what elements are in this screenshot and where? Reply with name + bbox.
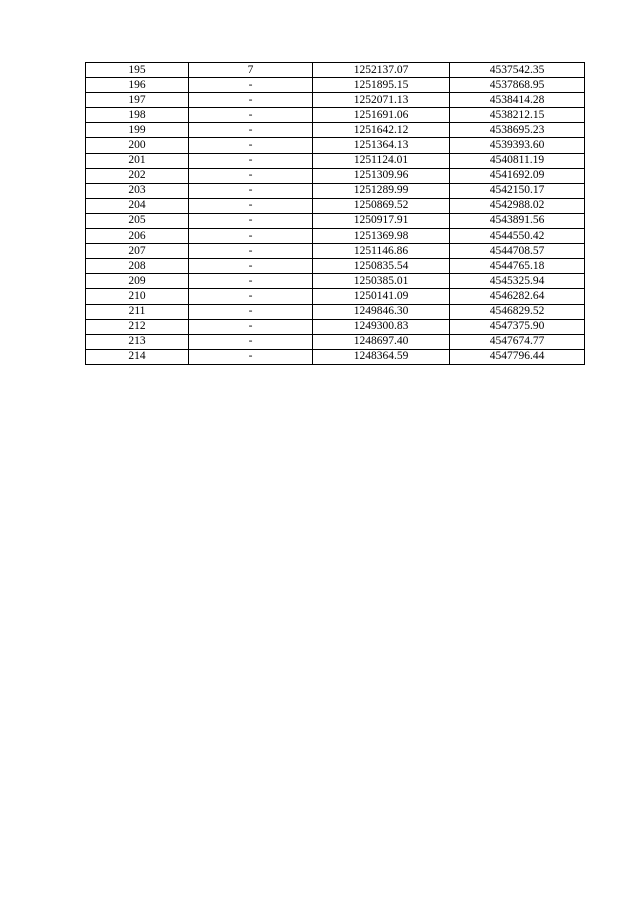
point-number-cell: 209: [86, 274, 189, 289]
table-row: [86, 108, 585, 123]
table-row: [86, 138, 585, 153]
table-row: [86, 93, 585, 108]
table-row: [86, 349, 585, 364]
table-row: [86, 123, 585, 138]
segment-cell: -: [189, 244, 313, 259]
point-number-cell: 206: [86, 229, 189, 244]
x-coordinate-cell: 1251642.12: [313, 123, 450, 138]
point-number-cell: 213: [86, 334, 189, 349]
y-coordinate-cell: 4537868.95: [450, 78, 585, 93]
x-coordinate-cell: 1251691.06: [313, 108, 450, 123]
segment-cell: -: [189, 229, 313, 244]
table-row: [86, 63, 585, 78]
point-number-cell: 204: [86, 198, 189, 213]
table-row: [86, 78, 585, 93]
y-coordinate-cell: 4542988.02: [450, 198, 585, 213]
table-row: [86, 153, 585, 168]
point-number-cell: 205: [86, 213, 189, 228]
segment-cell: -: [189, 349, 313, 364]
point-number-cell: 207: [86, 244, 189, 259]
point-number-cell: 198: [86, 108, 189, 123]
x-coordinate-cell: 1250869.52: [313, 198, 450, 213]
point-number-cell: 195: [86, 63, 189, 78]
segment-cell: -: [189, 138, 313, 153]
point-number-cell: 210: [86, 289, 189, 304]
point-number-cell: 199: [86, 123, 189, 138]
y-coordinate-cell: 4544708.57: [450, 244, 585, 259]
y-coordinate-cell: 4538695.23: [450, 123, 585, 138]
x-coordinate-cell: 1251369.98: [313, 229, 450, 244]
y-coordinate-cell: 4541692.09: [450, 168, 585, 183]
x-coordinate-cell: 1250141.09: [313, 289, 450, 304]
segment-cell: -: [189, 108, 313, 123]
x-coordinate-cell: 1248364.59: [313, 349, 450, 364]
point-number-cell: 203: [86, 183, 189, 198]
x-coordinate-cell: 1251895.15: [313, 78, 450, 93]
y-coordinate-cell: 4537542.35: [450, 63, 585, 78]
x-coordinate-cell: 1251364.13: [313, 138, 450, 153]
y-coordinate-cell: 4539393.60: [450, 138, 585, 153]
table-row: [86, 334, 585, 349]
x-coordinate-cell: 1251289.99: [313, 183, 450, 198]
segment-cell: -: [189, 78, 313, 93]
segment-cell: -: [189, 168, 313, 183]
y-coordinate-cell: 4538212.15: [450, 108, 585, 123]
y-coordinate-cell: 4544765.18: [450, 259, 585, 274]
point-number-cell: 200: [86, 138, 189, 153]
x-coordinate-cell: 1249846.30: [313, 304, 450, 319]
table-row: [86, 198, 585, 213]
point-number-cell: 214: [86, 349, 189, 364]
table-row: [86, 319, 585, 334]
table-row: [86, 259, 585, 274]
x-coordinate-cell: 1251146.86: [313, 244, 450, 259]
segment-cell: -: [189, 259, 313, 274]
point-number-cell: 211: [86, 304, 189, 319]
segment-cell: -: [189, 319, 313, 334]
x-coordinate-cell: 1250917.91: [313, 213, 450, 228]
point-number-cell: 201: [86, 153, 189, 168]
coordinates-table-body: [86, 63, 585, 365]
segment-cell: -: [189, 213, 313, 228]
x-coordinate-cell: 1249300.83: [313, 319, 450, 334]
table-row: [86, 289, 585, 304]
y-coordinate-cell: 4546829.52: [450, 304, 585, 319]
y-coordinate-cell: 4543891.56: [450, 213, 585, 228]
segment-cell: -: [189, 334, 313, 349]
segment-cell: -: [189, 123, 313, 138]
table-row: [86, 183, 585, 198]
y-coordinate-cell: 4542150.17: [450, 183, 585, 198]
x-coordinate-cell: 1252071.13: [313, 93, 450, 108]
segment-cell: 7: [189, 63, 313, 78]
x-coordinate-cell: 1248697.40: [313, 334, 450, 349]
y-coordinate-cell: 4547796.44: [450, 349, 585, 364]
x-coordinate-cell: 1250835.54: [313, 259, 450, 274]
table-row: [86, 229, 585, 244]
point-number-cell: 196: [86, 78, 189, 93]
segment-cell: -: [189, 93, 313, 108]
coordinates-table: [85, 62, 585, 365]
x-coordinate-cell: 1251309.96: [313, 168, 450, 183]
point-number-cell: 197: [86, 93, 189, 108]
point-number-cell: 202: [86, 168, 189, 183]
table-row: [86, 304, 585, 319]
y-coordinate-cell: 4538414.28: [450, 93, 585, 108]
y-coordinate-cell: 4546282.64: [450, 289, 585, 304]
x-coordinate-cell: 1250385.01: [313, 274, 450, 289]
y-coordinate-cell: 4547375.90: [450, 319, 585, 334]
y-coordinate-cell: 4545325.94: [450, 274, 585, 289]
table-row: [86, 213, 585, 228]
point-number-cell: 208: [86, 259, 189, 274]
y-coordinate-cell: 4547674.77: [450, 334, 585, 349]
y-coordinate-cell: 4544550.42: [450, 229, 585, 244]
segment-cell: -: [189, 198, 313, 213]
segment-cell: -: [189, 289, 313, 304]
segment-cell: -: [189, 274, 313, 289]
point-number-cell: 212: [86, 319, 189, 334]
table-row: [86, 274, 585, 289]
segment-cell: -: [189, 304, 313, 319]
segment-cell: -: [189, 183, 313, 198]
table-row: [86, 244, 585, 259]
segment-cell: -: [189, 153, 313, 168]
table-row: [86, 168, 585, 183]
x-coordinate-cell: 1251124.01: [313, 153, 450, 168]
x-coordinate-cell: 1252137.07: [313, 63, 450, 78]
y-coordinate-cell: 4540811.19: [450, 153, 585, 168]
